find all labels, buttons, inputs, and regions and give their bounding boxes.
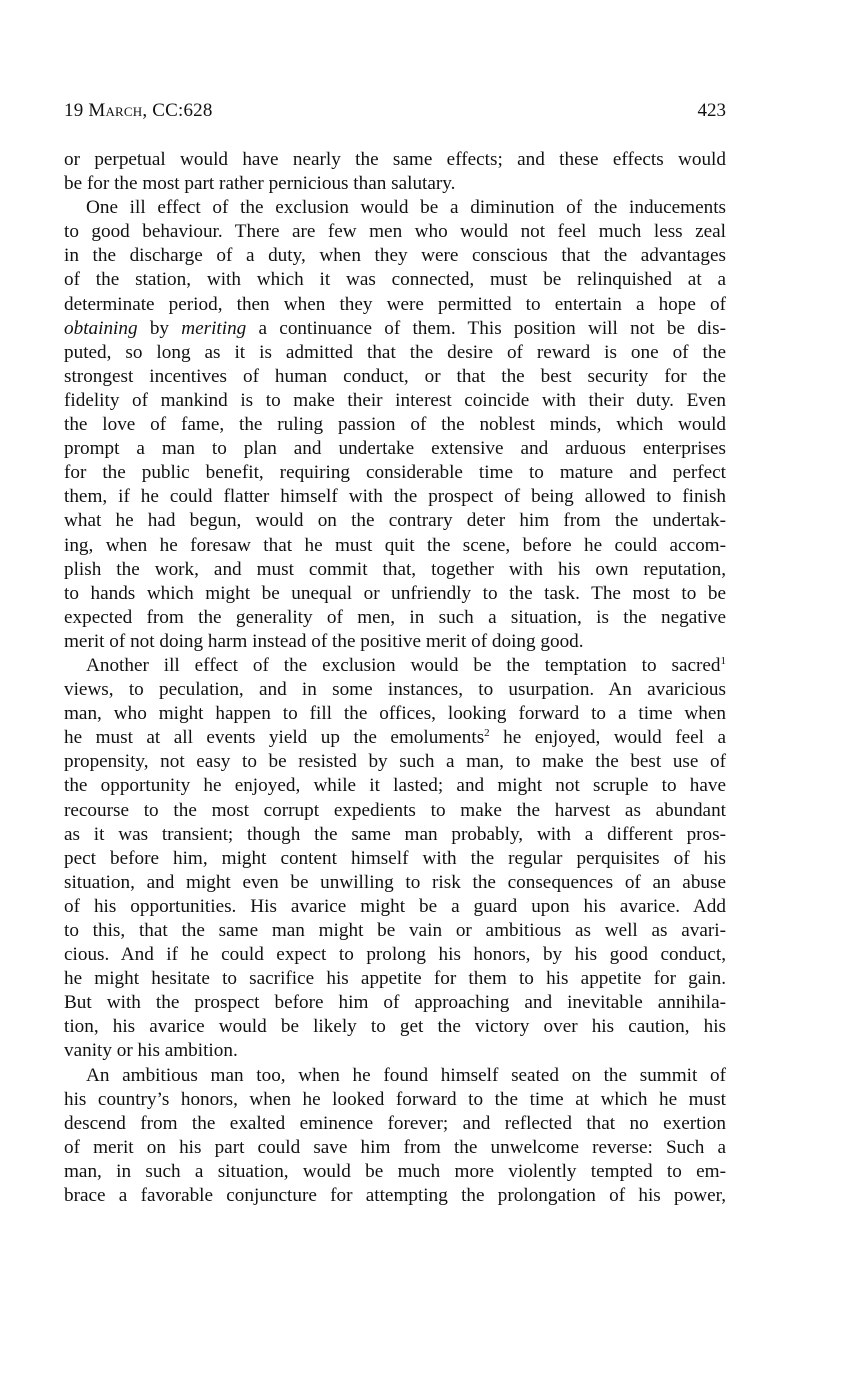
text-segment: brace a favorable conjuncture for attempting the prolongation of his power, [64, 1185, 726, 1207]
text-segment: the opportunity he enjoyed, while it lasted; and might not scruple to have [64, 775, 726, 797]
body-text [64, 148, 726, 1208]
text-line [64, 967, 726, 991]
footnote-marker: 2 [484, 727, 490, 740]
text-segment: prompt a man to plan and undertake extensive and arduous enterprises [64, 438, 726, 460]
text-line [64, 485, 726, 509]
text-segment: he might hesitate to sacrifice his appetite for them to his appetite for gain. [64, 968, 726, 990]
italic-text: meriting [181, 317, 247, 339]
text-segment: his country’s honors, when he looked forward to the time at which he must [64, 1088, 726, 1110]
text-segment: strongest incentives of human conduct, or that the best security for the [64, 365, 726, 387]
text-line [64, 1064, 726, 1088]
text-line [64, 943, 726, 967]
text-segment: merit of not doing harm instead of the positive merit of doing good. [64, 630, 584, 652]
text-segment: Another ill effect of the exclusion would be the temptation to sacred [86, 654, 721, 676]
text-segment: for the public benefit, requiring considerable time to mature and perfect [64, 462, 726, 484]
running-head-title: 19 March, CC:628 [64, 100, 213, 121]
text-line [64, 365, 726, 389]
text-line [64, 678, 726, 702]
text-segment: descend from the exalted eminence forever; and reflected that no exertion [64, 1112, 726, 1134]
text-segment: cious. And if he could expect to prolong his honors, by his good conduct, [64, 944, 726, 966]
text-segment: man, in such a situation, would be much more violently tempted to em- [64, 1160, 726, 1182]
text-segment: recourse to the most corrupt expedients to make the harvest as abundant [64, 799, 726, 821]
text-line [64, 871, 726, 895]
text-segment: determinate period, then when they were permitted to entertain a hope of [64, 293, 726, 315]
text-segment: vanity or his ambition. [64, 1040, 238, 1062]
text-line [64, 172, 726, 196]
text-segment: what he had begun, would on the contrary deter him from the undertak- [64, 510, 726, 532]
text-line [64, 1088, 726, 1112]
italic-text: obtaining [64, 317, 138, 339]
text-segment: ing, when he foresaw that he must quit the scene, before he could accom- [64, 534, 726, 556]
text-line [64, 847, 726, 871]
text-line [64, 1112, 726, 1136]
text-line [64, 341, 726, 365]
text-line [64, 534, 726, 558]
text-segment: he enjoyed, would feel a [489, 727, 726, 749]
text-line [64, 317, 726, 341]
text-segment: in the discharge of a duty, when they were conscious that the advantages [64, 245, 726, 267]
text-segment: puted, so long as it is admitted that the desire of reward is one of the [64, 341, 726, 363]
text-segment: pect before him, might content himself with the regular perquisites of his [64, 847, 726, 869]
text-segment: But with the prospect before him of approaching and inevitable annihila- [64, 992, 726, 1014]
text-segment: propensity, not easy to be resisted by such a man, to make the best use of [64, 751, 726, 773]
text-line [64, 293, 726, 317]
text-segment: or perpetual would have nearly the same effects; and these effects would [64, 149, 726, 170]
text-line [64, 799, 726, 823]
text-line [64, 654, 726, 678]
text-line [64, 606, 726, 630]
text-line [64, 774, 726, 798]
text-line [64, 919, 726, 943]
footnote-marker: 1 [720, 654, 726, 667]
text-segment: he must at all events yield up the emoluments [64, 727, 485, 749]
text-line [64, 702, 726, 726]
text-line [64, 823, 726, 847]
text-segment: be for the most part rather pernicious than salutary. [64, 173, 456, 195]
text-line [64, 726, 726, 750]
text-line [64, 220, 726, 244]
text-line [64, 630, 726, 654]
text-segment: the love of fame, the ruling passion of the noblest minds, which would [64, 414, 726, 436]
text-line [64, 196, 726, 220]
text-segment: expected from the generality of men, in such a situation, is the negative [64, 606, 726, 628]
text-segment: views, to peculation, and in some instances, to usurpation. An avaricious [64, 679, 726, 701]
text-segment: An ambitious man too, when he found himself seated on the summit of [86, 1064, 726, 1086]
text-segment: situation, and might even be unwilling to risk the consequences of an abuse [64, 871, 726, 893]
text-line [64, 1160, 726, 1184]
text-segment: man, who might happen to fill the offices, looking forward to a time when [64, 703, 726, 725]
text-segment: a continuance of them. This position will not be dis- [246, 317, 726, 339]
text-line [64, 991, 726, 1015]
text-segment: to hands which might be unequal or unfriendly to the task. The most to be [64, 582, 726, 604]
text-segment: tion, his avarice would be likely to get the victory over his caution, his [64, 1016, 726, 1038]
text-line [64, 148, 726, 172]
text-line [64, 1136, 726, 1160]
text-line [64, 1015, 726, 1039]
text-segment: plish the work, and must commit that, together with his own reputation, [64, 558, 726, 580]
text-segment: as it was transient; though the same man probably, with a different pros- [64, 823, 726, 845]
text-line [64, 750, 726, 774]
text-line [64, 413, 726, 437]
text-line [64, 558, 726, 582]
text-line [64, 1184, 726, 1208]
text-segment: One ill effect of the exclusion would be a diminution of the inducements [86, 197, 726, 219]
text-segment: to good behaviour. There are few men who would not feel much less zeal [64, 221, 726, 243]
text-line [64, 244, 726, 268]
page-number: 423 [697, 100, 726, 121]
text-segment: fidelity of mankind is to make their interest coincide with their duty. Even [64, 389, 726, 411]
running-head [64, 98, 726, 124]
text-segment: of merit on his part could save him from the unwelcome reverse: Such a [64, 1136, 726, 1158]
text-line [64, 389, 726, 413]
text-line [64, 268, 726, 292]
text-line [64, 437, 726, 461]
text-line [64, 509, 726, 533]
text-segment: to this, that the same man might be vain or ambitious as well as avari- [64, 920, 726, 941]
text-segment: by [137, 317, 182, 339]
text-line [64, 582, 726, 606]
text-line [64, 461, 726, 485]
text-segment: them, if he could flatter himself with the prospect of being allowed to finish [64, 486, 726, 508]
text-line [64, 1039, 726, 1063]
text-line [64, 895, 726, 919]
text-segment: of the station, with which it was connected, must be relinquished at a [64, 269, 726, 291]
text-segment: of his opportunities. His avarice might be a guard upon his avarice. Add [64, 895, 726, 917]
